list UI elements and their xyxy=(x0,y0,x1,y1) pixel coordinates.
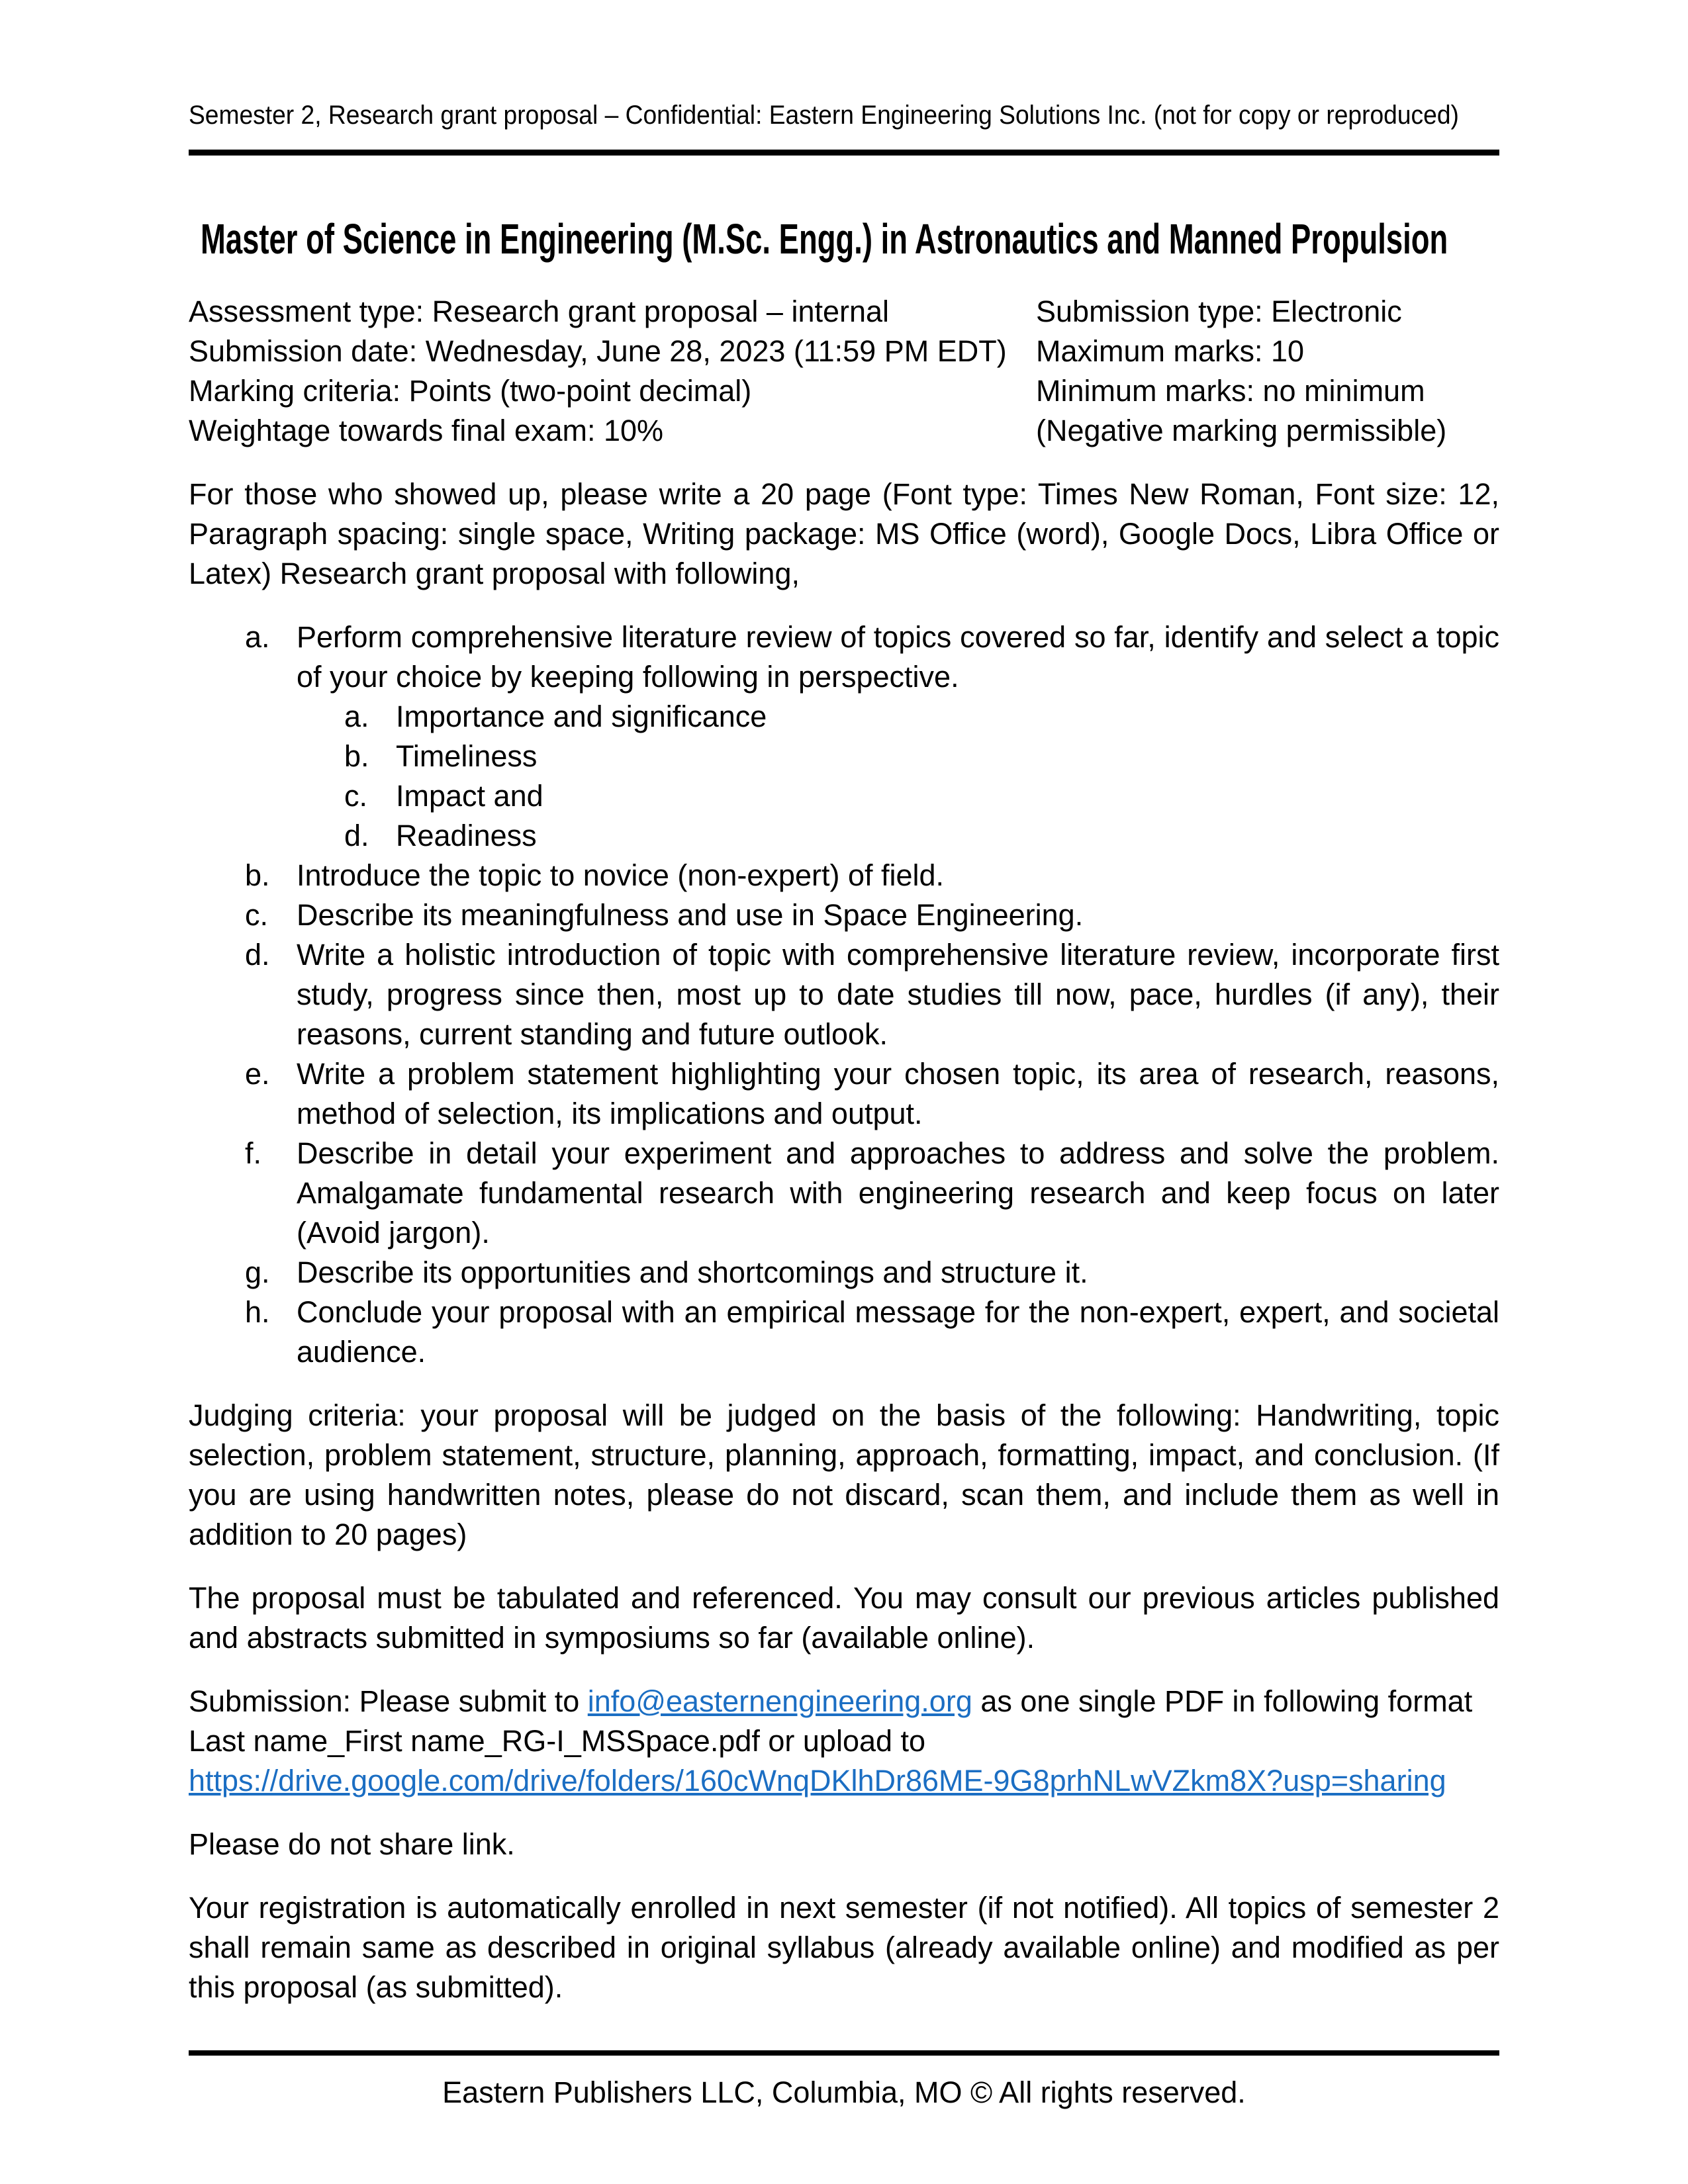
sub-list-item-text: Readiness xyxy=(396,819,537,852)
sub-list-item xyxy=(189,737,1499,776)
list-item-marker: b. xyxy=(245,858,270,892)
list-item-text: Describe its opportunities and shortcomings and structure it. xyxy=(297,1255,1088,1289)
requirements-list xyxy=(189,617,1499,1372)
sub-list-item-text: Impact and xyxy=(396,779,543,813)
list-item xyxy=(189,1134,1499,1253)
assessment-details-right xyxy=(1036,292,1499,451)
list-item xyxy=(189,1293,1499,1372)
email-link[interactable]: info@easternengineering.org xyxy=(587,1684,972,1718)
meta-line-minimum-marks: Minimum marks: no minimum xyxy=(1036,374,1425,408)
list-item xyxy=(189,856,1499,895)
drive-link[interactable]: https://drive.google.com/drive/folders/160cWnqDKlhDr86ME-9G8prhNLwVZkm8X?usp=sharing xyxy=(189,1764,1446,1797)
submission-text-before: Submission: Please submit to xyxy=(189,1684,588,1718)
list-item-text: Write a holistic introduction of topic with comprehensive literature review, incorporate first study, progress since then, most up to date studies till now, pace, hurdles (if any), their reasons, current standing and future outlook. xyxy=(297,938,1499,1051)
assessment-details-left xyxy=(189,292,1036,451)
list-item xyxy=(189,617,1499,697)
assessment-details xyxy=(189,292,1499,451)
list-item-marker: c. xyxy=(245,898,269,932)
sub-list-item-text: Importance and significance xyxy=(396,700,767,733)
list-item-text: Describe in detail your experiment and approaches to address and solve the problem. Amalgamate fundamental research with engineering research and keep focus on later (Avoid jargon). xyxy=(297,1136,1499,1250)
list-item-marker: f. xyxy=(245,1136,262,1170)
list-item-marker: d. xyxy=(245,938,270,972)
meta-line-marking-criteria: Marking criteria: Points (two-point decimal) xyxy=(189,374,752,408)
list-item xyxy=(189,1054,1499,1134)
sub-list-item-marker: b. xyxy=(344,739,369,773)
sub-list-item-text: Timeliness xyxy=(396,739,538,773)
sub-list-item-marker: a. xyxy=(344,700,369,733)
list-item xyxy=(189,895,1499,935)
list-item-marker: a. xyxy=(245,620,270,654)
list-item-text: Describe its meaningfulness and use in Space Engineering. xyxy=(297,898,1084,932)
share-note-paragraph: Please do not share link. xyxy=(189,1827,515,1861)
list-item xyxy=(189,935,1499,1054)
intro-paragraph: For those who showed up, please write a 20 page (Font type: Times New Roman, Font size: 12, Paragraph spacing: single space, Writing package: MS Office (word), Google Docs, Libra Office or Latex) Research grant proposal with following, xyxy=(189,477,1499,590)
meta-line-weightage: Weightage towards final exam: 10% xyxy=(189,414,664,447)
meta-line-negative-marking: (Negative marking permissible) xyxy=(1036,414,1447,447)
submission-paragraph xyxy=(189,1682,1499,1801)
meta-line-submission-date: Submission date: Wednesday, June 28, 2023 (11:59 PM EDT) xyxy=(189,334,1007,368)
sub-list-item xyxy=(189,816,1499,856)
list-item-text: Perform comprehensive literature review of topics covered so far, identify and select a topic of your choice by keeping following in perspective. xyxy=(297,620,1499,694)
list-item-text: Introduce the topic to novice (non-expert) of field. xyxy=(297,858,945,892)
sub-list-item xyxy=(189,776,1499,816)
sub-list xyxy=(189,697,1499,856)
list-item-marker: g. xyxy=(245,1255,270,1289)
sub-list-item-marker: c. xyxy=(344,779,368,813)
header-text: Semester 2, Research grant proposal – Confidential: Eastern Engineering Solutions Inc. (not for copy or reproduced) xyxy=(189,101,1459,130)
header-divider xyxy=(189,150,1499,156)
footer-text: Eastern Publishers LLC, Columbia, MO © All rights reserved. xyxy=(442,2075,1246,2109)
page-header xyxy=(189,99,1499,156)
list-item-text: Conclude your proposal with an empirical message for the non-expert, expert, and societal audience. xyxy=(297,1295,1499,1369)
list-item-text: Write a problem statement highlighting your chosen topic, its area of research, reasons, method of selection, its implications and output. xyxy=(297,1057,1499,1130)
tabulated-paragraph: The proposal must be tabulated and referenced. You may consult our previous articles published and abstracts submitted in symposiums so far (available online). xyxy=(189,1581,1499,1655)
sub-list-item-marker: d. xyxy=(344,819,369,852)
page-title: Master of Science in Engineering (M.Sc. Engg.) in Astronautics and Manned Propulsion xyxy=(201,215,1448,263)
list-item-marker: h. xyxy=(245,1295,270,1329)
list-item xyxy=(189,1253,1499,1293)
meta-line-assessment-type: Assessment type: Research grant proposal – internal xyxy=(189,295,890,328)
list-item-marker: e. xyxy=(245,1057,270,1091)
meta-line-maximum-marks: Maximum marks: 10 xyxy=(1036,334,1305,368)
submission-text-after: as one single PDF in following format Last name_First name_RG-I_MSSpace.pdf or upload to xyxy=(189,1684,1473,1758)
registration-paragraph: Your registration is automatically enrolled in next semester (if not notified). All topics of semester 2 shall remain same as described in original syllabus (already available online) and modified as per this proposal (as submitted). xyxy=(189,1891,1499,2004)
judging-criteria-paragraph: Judging criteria: your proposal will be judged on the basis of the following: Handwriting, topic selection, problem statement, structure, planning, approach, formatting, impact, and conclusion. (If you are using handwritten notes, please do not discard, scan them, and include them as well in addition to 20 pages) xyxy=(189,1398,1499,1551)
sub-list-item xyxy=(189,697,1499,737)
page-footer xyxy=(189,2050,1499,2113)
meta-line-submission-type: Submission type: Electronic xyxy=(1036,295,1402,328)
